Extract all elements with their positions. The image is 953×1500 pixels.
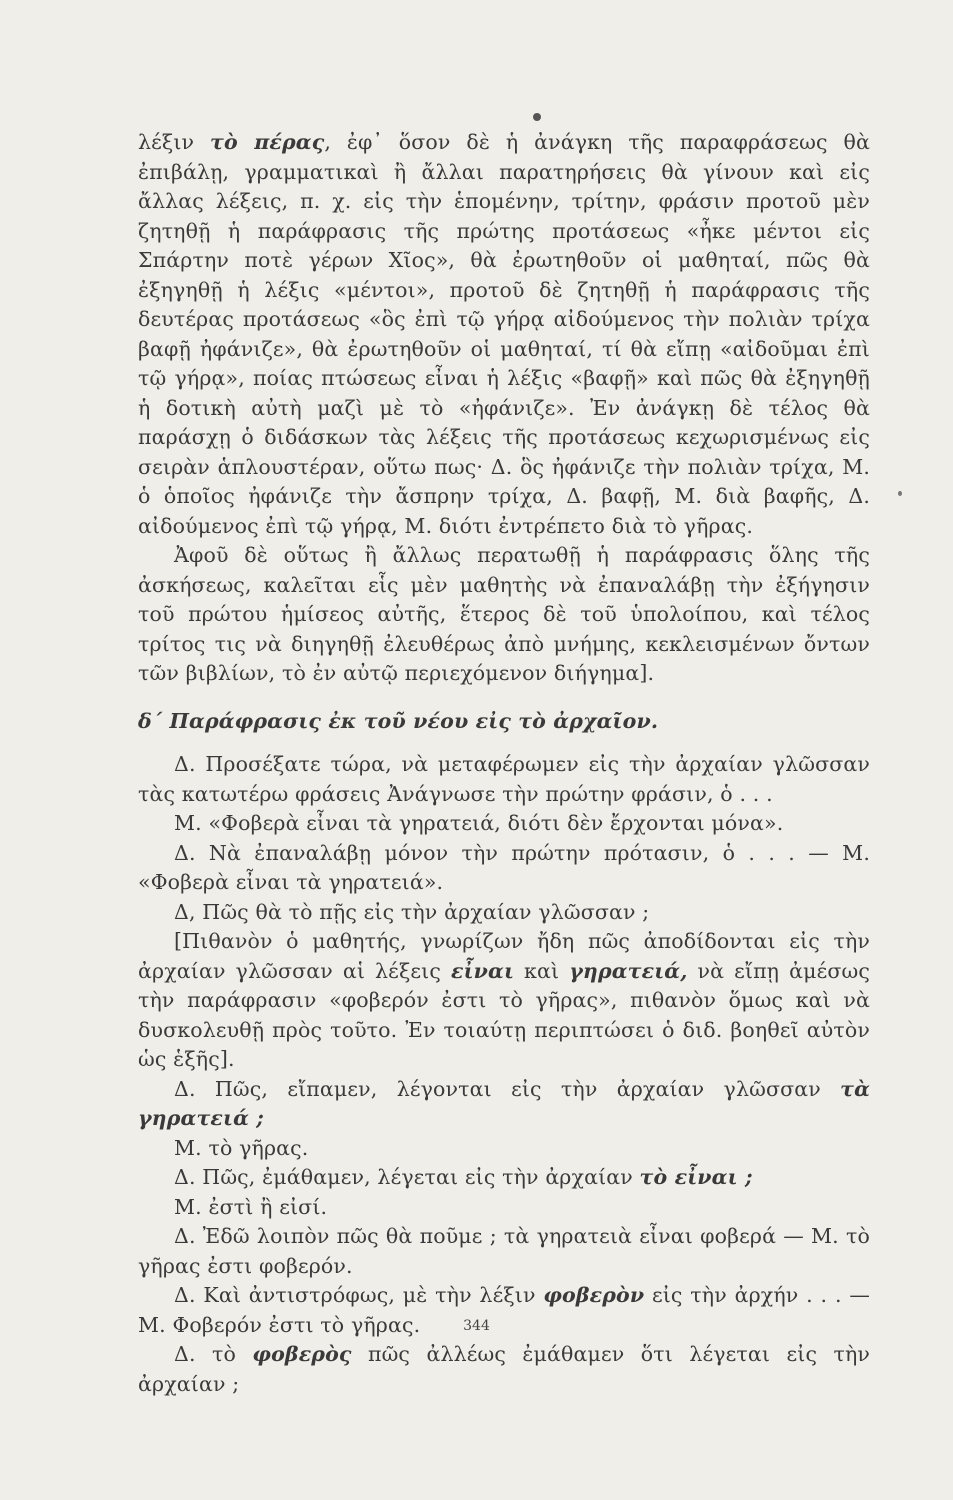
dialogue-line-1: Δ. Προσέξατε τώρα, νὰ μεταφέρωμεν εἰς τὴν ἀρχαίαν γλῶσσαν τὰς κατωτέρω φράσεις Ἀνάγνωσε τὴν πρώτην φράσιν, ὁ . . . [138, 752, 870, 806]
page-number: 344 [463, 1318, 490, 1334]
dialogue-line-12: Δ. τὸ φοβερὸς πῶς ἀλλέως ἐμάθαμεν ὅτι λέγεται εἰς τὴν ἀρχαίαν ; [138, 1342, 871, 1396]
ink-dot [533, 113, 541, 121]
dialogue-line-6: Δ. Πῶς, εἴπαμεν, λέγονται εἰς τὴν ἀρχαίαν γλῶσσαν τὰ γηρατειά ; [138, 1076, 870, 1130]
ink-speck [898, 491, 902, 496]
paragraph-2: Ἀφοῦ δὲ οὕτως ἢ ἄλλως περατωθῇ ἡ παράφρασις ὅλης τῆς ἀσκήσεως, καλεῖται εἷς μὲν μαθητὴς νὰ ἐπαναλάβῃ τὴν ἐξήγησιν τοῦ πρώτου ἡμίσεος αὐτῆς, ἕτερος δὲ τοῦ ὑπολοίπου, καὶ τέλος τρίτος τις νὰ διηγηθῇ ἐλευθέρως ἀπὸ μνήμης, κεκλεισμένων ὄντων τῶν βιβλίων, τὸ ἐν αὐτῷ περιεχόμενον διήγημα]. [138, 543, 870, 685]
paragraph-1: λέξιν τὸ πέρας, ἐφ᾽ ὅσον δὲ ἡ ἀνάγκη τῆς παραφράσεως θὰ ἐπιβάλῃ, γραμματικαὶ ἢ ἄλλαι παρατηρήσεις θὰ γίνουν καὶ εἰς ἄλλας λέξεις, π. χ. εἰς τὴν ἑπομένην, τρίτην, φράσιν προτοῦ μὲν ζητηθῇ ἡ παράφρασις τῆς πρώτης προτάσεως «ἦκε μέντοι εἰς Σπάρτην ποτὲ γέρων Χῖος», θὰ ἐρωτηθοῦν οἱ μαθηταί, πῶς θὰ ἐξηγηθῇ ἡ λέξις «μέντοι», προτοῦ δὲ ζητηθῇ ἡ παράφρασις τῆς δευτέρας προτάσεως «ὃς ἐπὶ τῷ γήρᾳ αἰδούμενος τὴν πολιὰν τρίχα βαφῇ ἠφάνιζε», θὰ ἐρωτηθοῦν οἱ μαθηταί, τί θὰ εἴπῃ «αἰδοῦμαι ἐπὶ τῷ γήρᾳ», ποίας πτώσεως εἶναι ἡ λέξις «βαφῇ» καὶ πῶς θὰ ἐξηγηθῇ ἡ δοτικὴ αὐτὴ μαζὶ μὲ τὸ «ἠφάνιζε». Ἐν ἀνάγκῃ δὲ τέλος θὰ παράσχῃ ὁ διδάσκων τὰς λέξεις τῆς προτάσεως κεχωρισμένως εἰς σειρὰν ἁπλουστέραν, οὕτω πως· Δ. ὃς ἠφάνιζε τὴν πολιὰν τρίχα, Μ. ὁ ὁποῖος ἠφάνιζε τὴν ἄσπρην τρίχα, Δ. βαφῇ, Μ. διὰ βαφῆς, Δ. αἰδούμενος ἐπὶ τῷ γήρᾳ, Μ. διότι ἐντρέπετο διὰ τὸ γῆρας. [138, 130, 870, 538]
emphasis-term: τὸ εἶναι ; [639, 1165, 753, 1189]
section-heading: δ΄ Παράφρασις ἐκ τοῦ νέου εἰς τὸ ἀρχαῖον. [138, 708, 659, 733]
dialogue-line-4: Δ, Πῶς θὰ τὸ πῇς εἰς τὴν ἀρχαίαν γλῶσσαν ; [174, 899, 650, 924]
dialogue-line-9: Μ. ἐστὶ ἢ εἰσί. [174, 1194, 328, 1219]
dialogue-line-11: Δ. Καὶ ἀντιστρόφως, μὲ τὴν λέξιν φοβερὸν εἰς τὴν ἀρχήν . . . — Μ. Φοβερόν ἐστι τὸ γῆρας. [138, 1283, 871, 1337]
body-text [138, 128, 870, 1399]
emphasis-term: γηρατειά, [569, 958, 688, 983]
emphasis-term: φοβερὸν [543, 1283, 645, 1307]
emphasis-term: εἶναι [450, 958, 515, 983]
dialogue-note: [Πιθανὸν ὁ μαθητής, γνωρίζων ἤδη πῶς ἀποδίδονται εἰς τὴν ἀρχαίαν γλῶσσαν αἱ λέξεις εἶναι καὶ γηρατειά, νὰ εἴπῃ ἀμέσως τὴν παράφρασιν «φοβερόν ἐστι τὸ γῆρας», πιθανὸν ὅμως καὶ νὰ δυσκολευθῇ πρὸς τοῦτο. Ἐν τοιαύτῃ περιπτώσει ὁ διδ. βοηθεῖ αὐτὸν ὡς ἑξῆς]. [138, 929, 870, 1071]
emphasis-term: τὸ πέρας [210, 130, 325, 154]
dialogue-line-2: Μ. «Φοβερὰ εἶναι τὰ γηρατειά, διότι δὲν ἔρχονται μόνα». [174, 811, 784, 835]
emphasis-term: τὰ γηρατειά ; [138, 1076, 870, 1130]
dialogue-line-7: Μ. τὸ γῆρας. [174, 1135, 309, 1160]
dialogue-line-10: Δ. Ἐδῶ λοιπὸν πῶς θὰ ποῦμε ; τὰ γηρατειὰ εἶναι φοβερά — Μ. τὸ γῆρας ἐστι φοβερόν. [138, 1224, 870, 1278]
dialogue-line-3: Δ. Νὰ ἐπαναλάβῃ μόνον τὴν πρώτην πρότασιν, ὁ . . . — Μ. «Φοβερὰ εἶναι τὰ γηρατειά». [138, 840, 870, 894]
emphasis-term: φοβερὸς [252, 1342, 352, 1366]
dialogue-line-8: Δ. Πῶς, ἐμάθαμεν, λέγεται εἰς τὴν ἀρχαίαν τὸ εἶναι ; [174, 1165, 753, 1189]
